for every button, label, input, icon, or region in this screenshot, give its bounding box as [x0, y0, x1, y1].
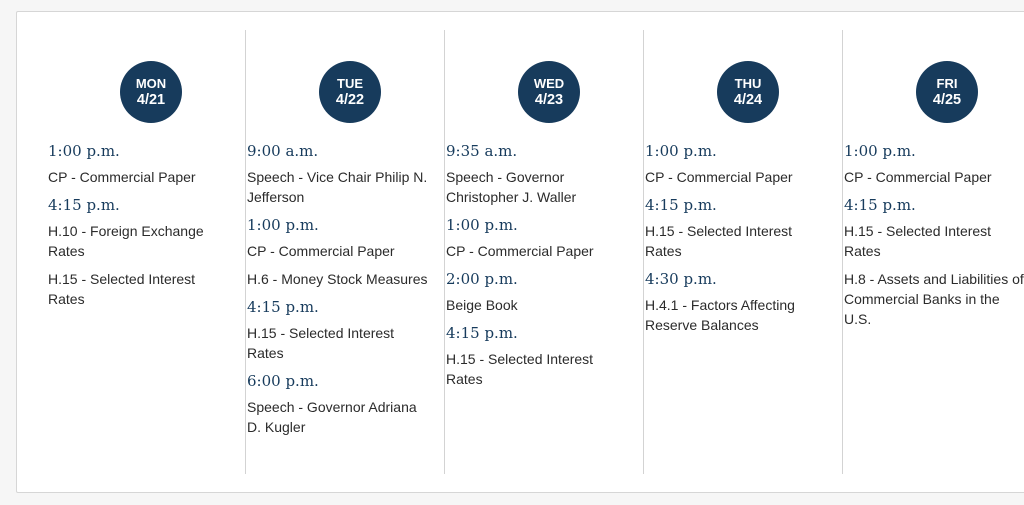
event-list [644, 138, 829, 343]
release-event-link[interactable]: H.8 - Assets and Liabilities of Commercial Banks in the U.S. [844, 271, 1024, 327]
release-event-link[interactable]: H.15 - Selected Interest Rates [446, 351, 594, 387]
release-event-link[interactable]: H.15 - Selected Interest Rates [48, 271, 196, 307]
release-time: 1:00 p.m. [48, 142, 120, 160]
event-list [445, 138, 630, 397]
date-label: 4/25 [932, 92, 962, 108]
release-time: 1:00 p.m. [247, 216, 319, 234]
release-time: 4:30 p.m. [645, 270, 717, 288]
release-event-link[interactable]: H.15 - Selected Interest Rates [247, 325, 395, 361]
release-event-link[interactable]: H.6 - Money Stock Measures [247, 271, 428, 287]
day-column-tue [246, 30, 445, 474]
day-badge [319, 61, 381, 123]
release-time: 4:15 p.m. [446, 324, 518, 342]
release-time: 4:15 p.m. [247, 298, 319, 316]
weekday-label: TUE [337, 76, 363, 91]
date-label: 4/21 [136, 92, 166, 108]
release-event-link[interactable]: CP - Commercial Paper [247, 243, 395, 259]
release-event-link[interactable]: Speech - Vice Chair Philip N. Jefferson [247, 169, 428, 205]
day-column-mon [47, 30, 246, 474]
release-time: 1:00 p.m. [446, 216, 518, 234]
release-time: 4:15 p.m. [645, 196, 717, 214]
release-time: 9:00 a.m. [247, 142, 319, 160]
release-time: 2:00 p.m. [446, 270, 518, 288]
event-list [843, 138, 1024, 337]
day-badge [916, 61, 978, 123]
week-columns [47, 30, 1024, 474]
release-event-link[interactable]: CP - Commercial Paper [645, 169, 793, 185]
event-list [47, 138, 232, 317]
release-event-link[interactable]: Beige Book [446, 297, 518, 313]
weekday-label: THU [734, 76, 762, 91]
release-time: 6:00 p.m. [247, 372, 319, 390]
weekday-label: FRI [936, 76, 958, 91]
date-label: 4/22 [335, 92, 365, 108]
release-time: 1:00 p.m. [844, 142, 916, 160]
release-event-link[interactable]: Speech - Governor Adriana D. Kugler [247, 399, 417, 435]
date-label: 4/24 [733, 92, 763, 108]
release-event-link[interactable]: H.15 - Selected Interest Rates [844, 223, 992, 259]
release-event-link[interactable]: CP - Commercial Paper [446, 243, 594, 259]
release-event-link[interactable]: H.4.1 - Factors Affecting Reserve Balances [645, 297, 795, 333]
date-label: 4/23 [534, 92, 564, 108]
day-badge [717, 61, 779, 123]
release-calendar-panel [16, 11, 1024, 493]
release-event-link[interactable]: Speech - Governor Christopher J. Waller [446, 169, 577, 205]
release-event-link[interactable]: H.10 - Foreign Exchange Rates [48, 223, 204, 259]
weekday-label: MON [135, 76, 167, 91]
day-column-thu [644, 30, 843, 474]
release-time: 4:15 p.m. [844, 196, 916, 214]
day-badge [120, 61, 182, 123]
release-time: 9:35 a.m. [446, 142, 518, 160]
day-column-wed [445, 30, 644, 474]
release-time: 1:00 p.m. [645, 142, 717, 160]
day-badge [518, 61, 580, 123]
release-event-link[interactable]: CP - Commercial Paper [844, 169, 992, 185]
day-column-fri [843, 30, 1024, 474]
release-event-link[interactable]: CP - Commercial Paper [48, 169, 196, 185]
release-event-link[interactable]: H.15 - Selected Interest Rates [645, 223, 793, 259]
release-time: 4:15 p.m. [48, 196, 120, 214]
event-list [246, 138, 431, 445]
weekday-label: WED [533, 76, 565, 91]
